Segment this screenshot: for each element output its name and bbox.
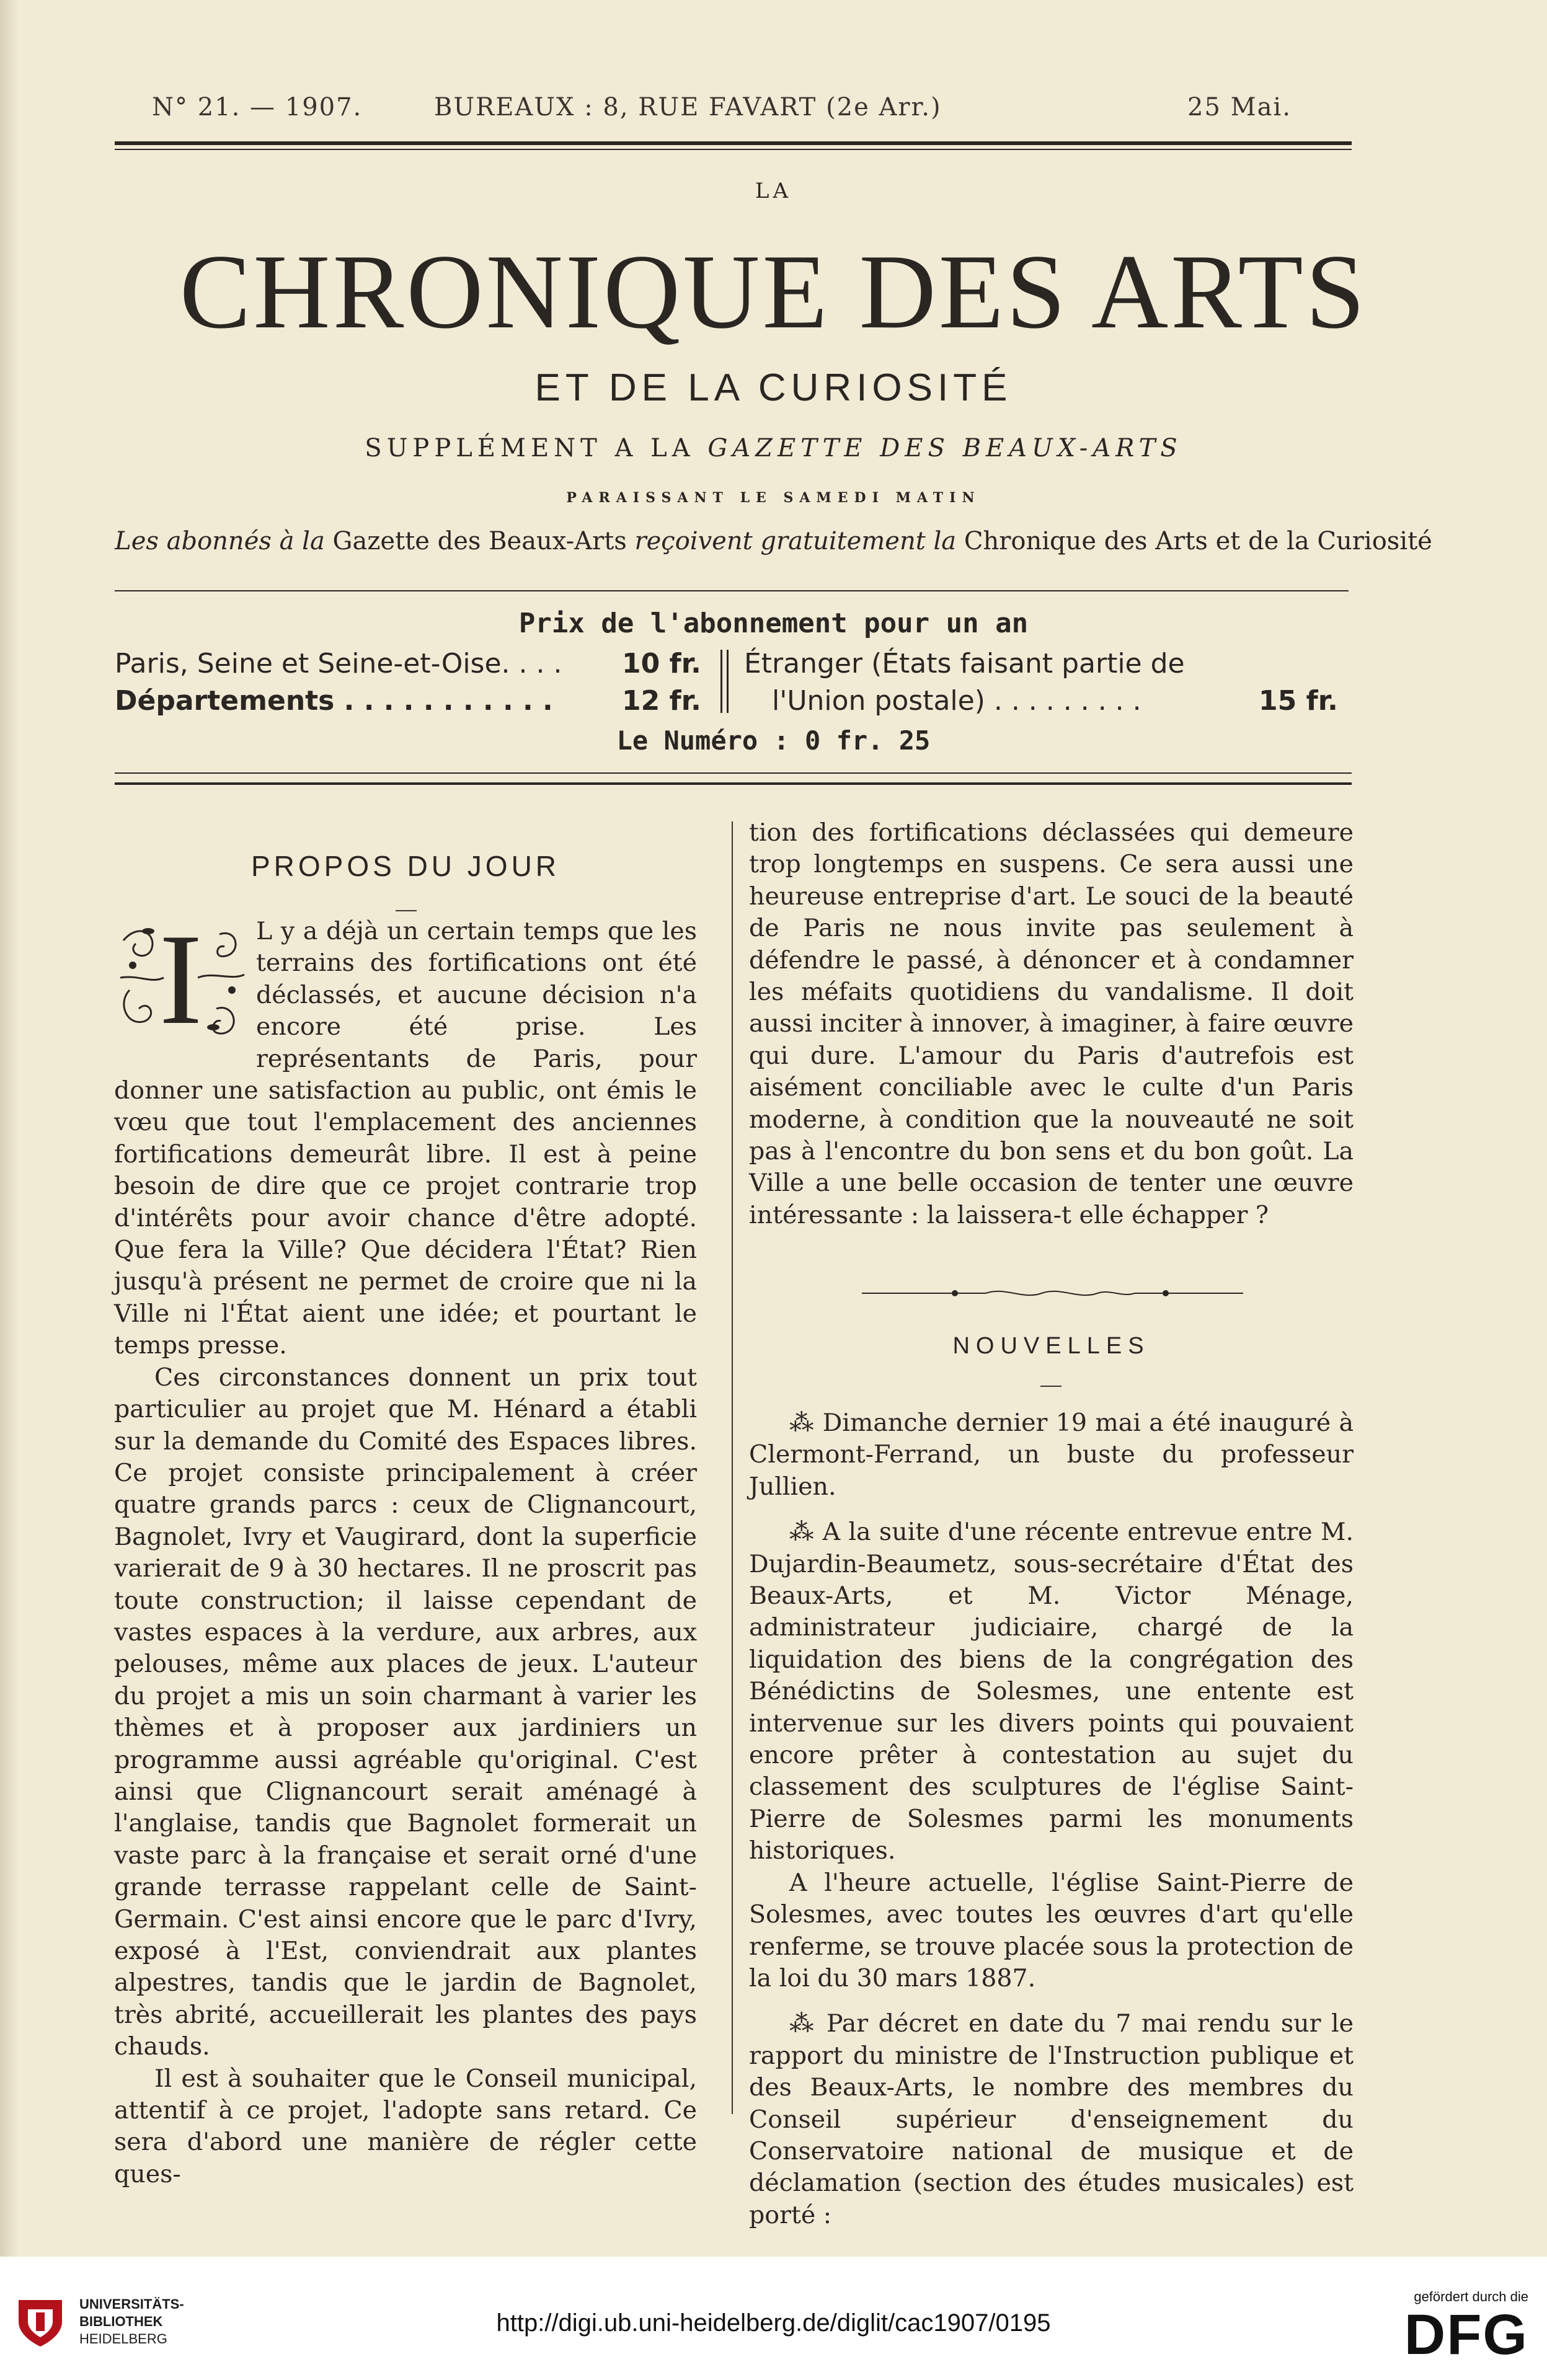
masthead-article: LA (755, 179, 792, 203)
dropcap-letter: I (159, 907, 203, 1051)
news-item: ⁂ Par décret en date du 7 mai rendu sur le rapport du ministre de l'Instruction publique et des Beaux-Arts, le nombre des membres du Conseil supérieur d'enseignement du Conservatoire national de musique et de déclamation (section des études musicales) est porté : (749, 2009, 1354, 2229)
paris-label: Paris, Seine et Seine-et-Oise. . . . (115, 648, 562, 679)
subscription-title: Prix de l'abonnement pour un an (518, 608, 1029, 639)
funder-caption: gefördert durch die (1414, 2289, 1528, 2304)
source-url-link[interactable]: http://digi.ub.uni-heidelberg.de/diglit/cac1907/0195 (496, 2309, 1051, 2337)
foreign-label-2: l'Union postale) . . . . . . . . . (772, 685, 1141, 717)
issue-number: N° 21. — 1907. (152, 93, 363, 122)
news-item: A l'heure actuelle, l'église Saint-Pierre de Solesmes, avec toutes les œuvres d'art qu'elle renferme, se trouve placée sous la protection de la loi du 30 mars 1887. (749, 1868, 1354, 1993)
masthead-rule (115, 590, 1349, 591)
news-column (749, 1407, 1354, 2231)
news-item: ⁂ A la suite d'une récente entrevue entre M. Dujardin-Beaumetz, sous-secrétaire d'État des Beaux-Arts, et M. Victor Ménage, administrateur judiciaire, chargé de la liquidation des biens de la congrégation des Bénédictins de Solesmes, une entente est intervenue sur les divers points qui pouvaient encore prêter à contestation au sujet du classement des sculptures de l'église Saint-Pierre de Solesmes parmi les monuments historiques. (749, 1518, 1354, 1865)
single-issue-price: Le Numéro : 0 fr. 25 (616, 725, 931, 756)
masthead-title: CHRONIQUE DES ARTS (179, 233, 1368, 351)
header-rule (115, 141, 1352, 145)
paragraph-text: L y a déjà un certain temps que les terrains des fortifications ont été déclassés, et aucune décision n'a encore été prise. Les représentants de Paris, pour donner une satisfaction au public, ont émis le vœu que tout l'emplacement des anciennes fortifications demeurât libre. Il est à peine besoin de dire que ce projet contrarie trop d'intérêts pour avoir chance d'être adopté. Que fera la Ville? Que décidera l'État? Rien jusqu'à présent ne permet de croire que ni la Ville ni l'État aient une idée; et pourtant le temps presse. (114, 917, 697, 1360)
foreign-price: 15 fr. (1259, 685, 1338, 717)
nouvelles-heading: NOUVELLES (952, 1333, 1150, 1359)
propos-heading: PROPOS DU JOUR (250, 850, 561, 882)
heading-dash (396, 910, 417, 911)
library-name-line: BIBLIOTHEK (79, 2314, 163, 2329)
article-right-column (749, 817, 1354, 1231)
price-divider (720, 650, 722, 713)
supplement-line (0, 434, 1547, 462)
article-paragraph (114, 907, 697, 1362)
article-paragraph: Ces circonstances donnent un prix tout particulier au projet que M. Hénard a établi sur la demande du Comité des Espaces libres. Ce projet consiste principalement à créer quatre grands parcs : ceux de Clignancourt, Bagnolet, Ivry et Vaugirard, dont la superficie varierait de 9 à 30 hectares. Il ne proscrit pas toute construction; il laisse cependant de vastes espaces à la verdure, aux arbres, aux pelouses, même aux places de jeux. L'auteur du projet a mis un soin charmant à varier les thèmes et à proposer aux jardiniers un programme aussi agréable qu'original. C'est ainsi que Clignancourt serait aménagé à l'anglaise, tandis que Bagnolet formerait un vaste parc à la française et serait orné d'une grande terrasse rappelant celle de Saint-Germain. C'est ainsi encore que le parc d'Ivry, exposé à l'Est, conviendrait aux plantes alpestres, tandis que le jardin de Bagnolet, très abrité, accueillerait les plantes des pays chauds. (114, 1363, 697, 2061)
subscription-rule-thick (115, 782, 1352, 785)
article-paragraph: Il est à souhaiter que le Conseil municipal, attentif à ce projet, l'adopte sans retard. Ce sera d'abord une manière de régler cette ques- (114, 2064, 697, 2188)
divider-ornament-icon (862, 1286, 1243, 1300)
subscription-rule (115, 772, 1352, 774)
column-divider (732, 821, 733, 2114)
price-divider-2 (727, 650, 729, 713)
heading-dash (1040, 1386, 1062, 1387)
issue-date: 25 Mai. (1187, 93, 1292, 122)
library-name-line: HEIDELBERG (79, 2331, 167, 2347)
offices-address: BUREAUX : 8, RUE FAVART (2e Arr.) (434, 93, 942, 122)
foreign-label-1: Étranger (États faisant partie de (744, 648, 1185, 679)
article-left-column (114, 907, 697, 2190)
digitization-footer (0, 2257, 1547, 2380)
subscribers-note-c: reçoivent gratuitement la (634, 527, 957, 555)
news-item: ⁂ Dimanche dernier 19 mai a été inauguré à Clermont-Ferrand, un buste du professeur Jullien. (749, 1409, 1354, 1501)
departments-price: 12 fr. (622, 685, 701, 717)
departments-label: Départements . . . . . . . . . . . (115, 685, 553, 717)
subscribers-note (0, 527, 1547, 555)
dropcap-ornament (114, 907, 247, 1051)
masthead-subtitle: ET DE LA CURIOSITÉ (534, 366, 1013, 409)
supplement-prefix: SUPPLÉMENT A LA (365, 434, 695, 462)
header-rule-thin (115, 149, 1352, 150)
publication-schedule: PARAISSANT LE SAMEDI MATIN (566, 490, 981, 506)
subscribers-note-d: Chronique des Arts et de la Curiosité (964, 527, 1432, 555)
supplement-journal: GAZETTE DES BEAUX-ARTS (707, 434, 1182, 462)
subscribers-note-b: Gazette des Beaux-Arts (332, 527, 627, 555)
article-paragraph: tion des fortifications déclassées qui demeure trop longtemps en suspens. Ce sera aussi une heureuse entreprise d'art. Le souci de la beauté de Paris ne nous invite pas seulement à défendre le passé, à dénoncer et à condamner les méfaits quotidiens du vandalisme. Il doit aussi inciter à innover, à imaginer, à faire œuvre qui dure. L'amour du Paris d'autrefois est aisément conciliable avec le culte d'un Paris moderne, à condition que la nouveauté ne soit pas à l'encontre du bon sens et du bon goût. La Ville a une belle occasion de tenter une œuvre intéressante : la laissera-t elle échapper ? (749, 818, 1354, 1229)
subscribers-note-a: Les abonnés à la (115, 527, 325, 555)
dfg-logo: DFG (1404, 2303, 1528, 2366)
paris-price: 10 fr. (622, 648, 701, 679)
library-name-line: UNIVERSITÄTS- (79, 2296, 184, 2312)
